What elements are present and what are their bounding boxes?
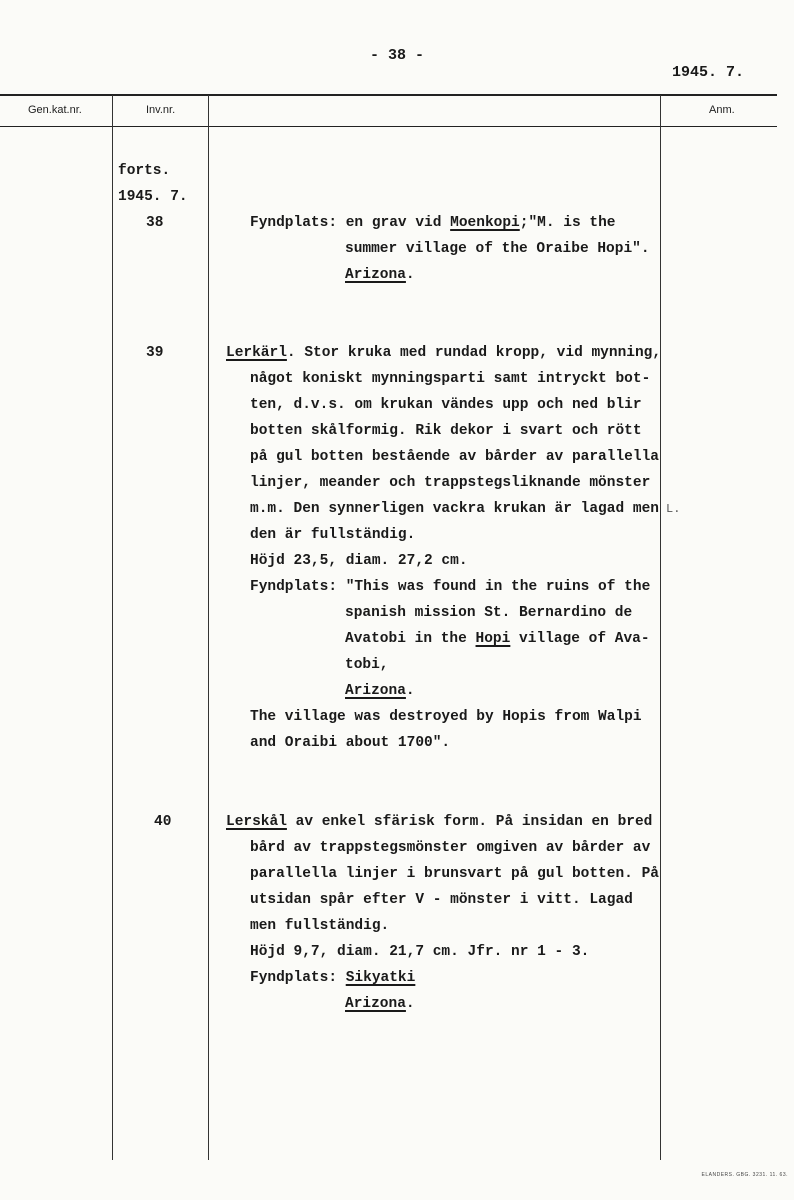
column-divider-3 <box>660 95 661 1160</box>
entry-40-line-4: utsidan spår efter V - mönster i vitt. Lagad <box>250 892 633 908</box>
entry-39-line-8: den är fullständig. <box>250 527 416 543</box>
place-moenkopi: Moenkopi <box>450 215 520 231</box>
entry-38-line-2: summer village of the Oraibe Hopi". <box>345 241 650 257</box>
column-header-anm: Anm. <box>709 104 735 116</box>
place-arizona: Arizona <box>345 683 406 699</box>
object-title-lerskal: Lerskål <box>226 814 287 830</box>
entry-39-measurements: Höjd 23,5, diam. 27,2 cm. <box>250 553 468 569</box>
entry-39-line-10: Fyndplats: "This was found in the ruins of the <box>250 579 651 595</box>
entry-39-line-13: tobi, <box>345 657 389 673</box>
entry-39-line-16: and Oraibi about 1700". <box>250 735 451 751</box>
entry-40-measurements: Höjd 9,7, diam. 21,7 cm. Jfr. nr 1 - 3. <box>250 944 590 960</box>
entry-39-line-3: ten, d.v.s. om krukan vändes upp och ned blir <box>250 397 642 413</box>
entry-39-line-4: botten skålformig. Rik dekor i svart och rött <box>250 423 642 439</box>
column-header-inv: Inv.nr. <box>146 104 176 116</box>
entry-39-line-12: Avatobi in the Hopi village of Ava- <box>345 631 650 647</box>
margin-mark: L. <box>666 502 681 516</box>
inv-number-40: 40 <box>154 814 172 830</box>
header-date: 1945. 7. <box>671 64 744 81</box>
entry-40-line-7: Fyndplats: Sikyatki <box>250 970 416 986</box>
column-divider-1 <box>112 95 113 1160</box>
entry-40-line-5: men fullständig. <box>250 918 390 934</box>
entry-39-line-2: något koniskt mynningsparti samt intryckt bot- <box>250 371 651 387</box>
entry-39-line-6: linjer, meander och trappstegsliknande mönster <box>250 475 651 491</box>
continued-year: 1945. 7. <box>118 189 188 205</box>
page-number: - 38 - <box>369 47 424 64</box>
entry-40-line-3: parallella linjer i brunsvart på gul botten. På <box>250 866 659 882</box>
entry-39-line-15: The village was destroyed by Hopis from Walpi <box>250 709 642 725</box>
entry-39-line-1: Lerkärl. Stor kruka med rundad kropp, vid mynning, <box>226 345 662 361</box>
entry-40-line-8: Arizona. <box>345 996 415 1012</box>
entry-38-line-1: Fyndplats: en grav vid Moenkopi;"M. is the <box>250 215 616 231</box>
column-divider-2 <box>208 95 209 1160</box>
entry-39-line-11: spanish mission St. Bernardino de <box>345 605 633 621</box>
continued-label: forts. <box>118 163 171 179</box>
entry-39-line-7: m.m. Den synnerligen vackra krukan är lagad men <box>250 501 659 517</box>
object-title-lerkarl: Lerkärl <box>226 345 287 361</box>
entry-40-line-1: Lerskål av enkel sfärisk form. På insidan en bred <box>226 814 653 830</box>
place-hopi: Hopi <box>475 631 511 647</box>
entry-38-line-3: Arizona. <box>345 267 415 283</box>
place-sikyatki: Sikyatki <box>345 970 416 986</box>
inv-number-39: 39 <box>146 345 164 361</box>
inv-number-38: 38 <box>146 215 164 231</box>
entry-40-line-2: bård av trappstegsmönster omgiven av bårder av <box>250 840 651 856</box>
entry-39-line-5: på gul botten bestående av bårder av parallella <box>250 449 659 465</box>
column-header-gen-kat: Gen.kat.nr. <box>28 104 82 116</box>
place-arizona: Arizona <box>345 996 406 1012</box>
place-arizona: Arizona <box>345 267 406 283</box>
printer-footer: ELANDERS. GBG. 3231. 11. 63. <box>701 1172 788 1178</box>
entry-39-line-14: Arizona. <box>345 683 415 699</box>
